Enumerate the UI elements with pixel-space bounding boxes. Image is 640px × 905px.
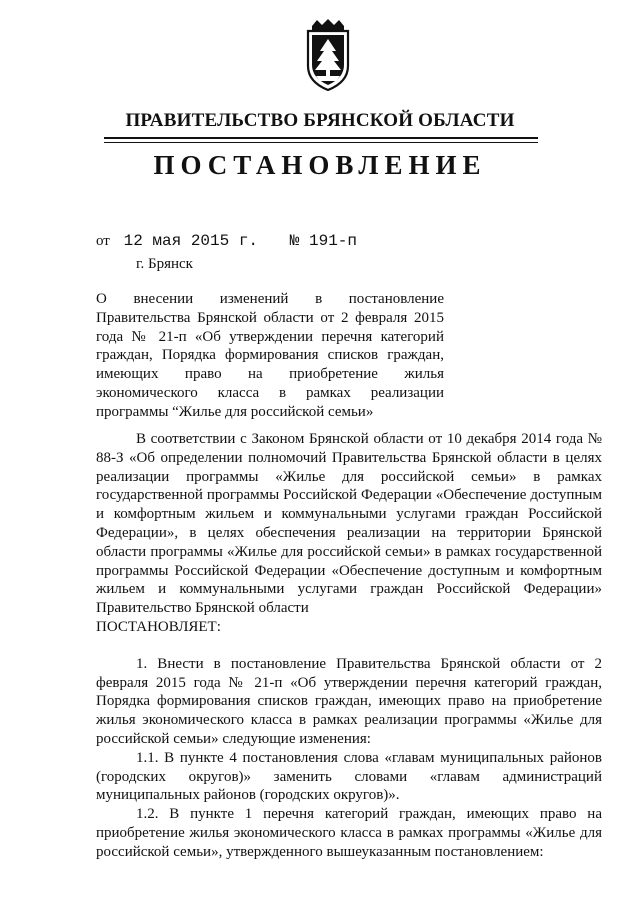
document-date: 12 мая 2015 г. (123, 232, 259, 250)
document-body (96, 430, 602, 862)
document-subject: О внесении изменений в постановление Правительства Брянской области от 2 февраля 2015 года № 21-п «Об утверждении перечня категорий граждан, Порядка формирования списков граждан, имеющих право на приобретение жилья экономического класса в рамках реализации программы “Жилье для российской семьи» (96, 291, 444, 420)
header-rule-thick (104, 137, 538, 139)
item-1-1-paragraph: 1.1. В пункте 4 постановления слова «главам муниципальных районов (городских округов)» заменить словами «главам администраций муниципальных районов (городских округов)». (96, 749, 602, 804)
document-city: г. Брянск (136, 256, 193, 272)
resolves-line: ПОСТАНОВЛЯЕТ: (96, 618, 221, 635)
from-label: от (96, 233, 110, 249)
coat-of-arms-icon (300, 18, 356, 92)
document-number: № 191-п (289, 232, 357, 250)
item-1-paragraph: 1. Внести в постановление Правительства Брянской области от 2 февраля 2015 года № 21-п «Об утверждении перечня категорий граждан, Порядка формирования списков граждан, имеющих право на приобретение жилья экономического класса в рамках реализации программы «Жилье для российской семьи» следующие изменения: (96, 655, 602, 747)
preamble-paragraph: В соответствии с Законом Брянской области от 10 декабря 2014 года № 88-З «Об определении полномочий Правительства Брянской области в целях реализации программы «Жилье для российской семьи» в рамках государственной программы Российской Федерации «Обеспечение доступным и комфортным жильем и коммунальными услугами граждан Российской Федерации», в целях обеспечения реализации на территории Брянской области программы «Жилье для российской семьи» в рамках государственной программы Российской Федерации «Обеспечение доступным и комфортным жильем и коммунальными услугами граждан Российской Федерации» Правительство Брянской области (96, 431, 602, 617)
header-rule-thin (104, 142, 538, 143)
item-1-2-paragraph: 1.2. В пункте 1 перечня категорий граждан, имеющих право на приобретение жилья экономического класса в рамках программы «Жилье для российской семьи», утвержденного вышеуказанным постановлением: (96, 806, 602, 860)
document-date-line (96, 232, 357, 250)
document-type-title: ПОСТАНОВЛЕНИЕ (153, 150, 487, 180)
organization-title: ПРАВИТЕЛЬСТВО БРЯНСКОЙ ОБЛАСТИ (125, 110, 515, 131)
